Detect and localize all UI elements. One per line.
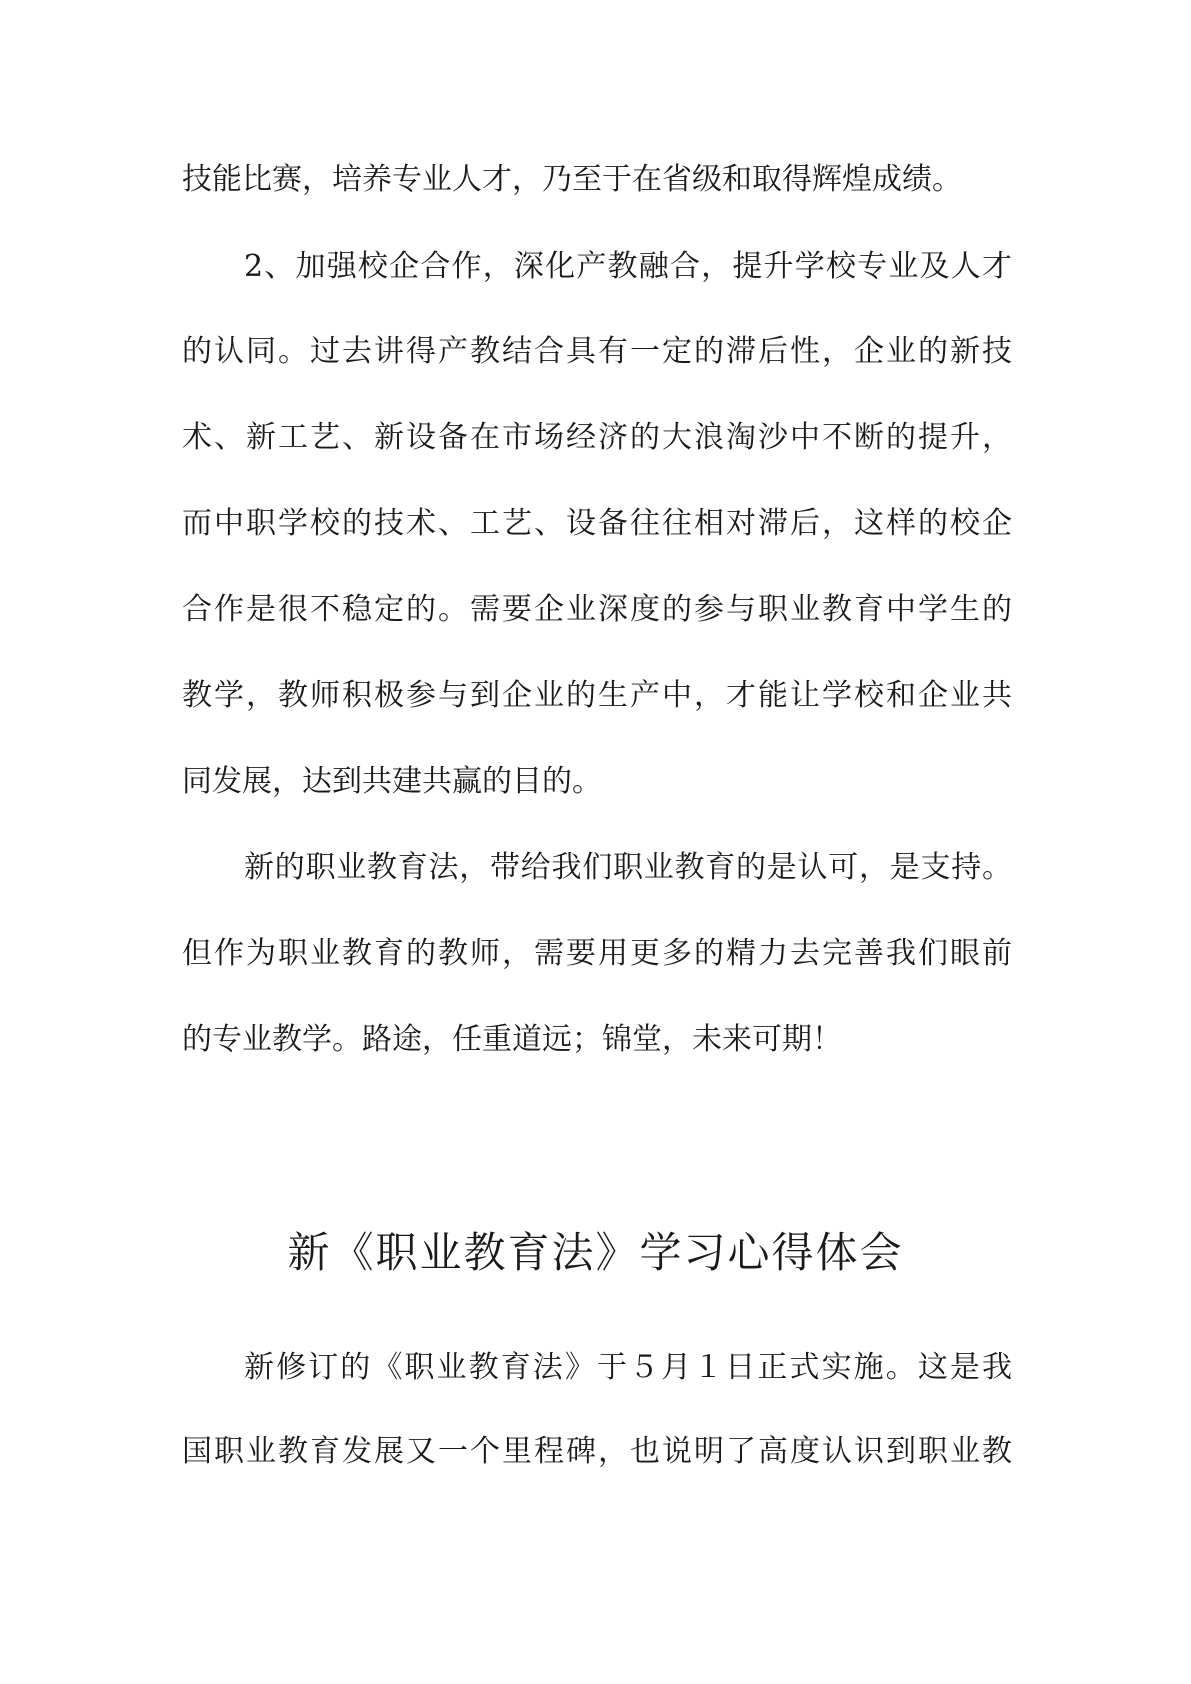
paragraph-line: 术、新工艺、新设备在市场经济的大浪淘沙中不断的提升， xyxy=(182,420,1012,455)
paragraph-line: 合作是很不稳定的。需要企业深度的参与职业教育中学生的 xyxy=(182,592,1012,627)
paragraph-line: 的专业教学。路途，任重道远；锦堂，未来可期！ xyxy=(182,1022,842,1057)
paragraph-line: 而中职学校的技术、工艺、设备往往相对滞后，这样的校企 xyxy=(182,506,1012,541)
paragraph-line: 2、加强校企合作，深化产教融合，提升学校专业及人才 xyxy=(244,249,1012,284)
paragraph-line: 同发展，达到共建共赢的目的。 xyxy=(182,764,602,799)
paragraph-line: 的认同。过去讲得产教结合具有一定的滞后性，企业的新技 xyxy=(182,334,1012,369)
paragraph-line: 国职业教育发展又一个里程碑，也说明了高度认识到职业教 xyxy=(182,1434,1012,1469)
paragraph-line: 新的职业教育法，带给我们职业教育的是认可，是支持。 xyxy=(244,850,1012,885)
paragraph-line: 但作为职业教育的教师，需要用更多的精力去完善我们眼前 xyxy=(182,936,1012,971)
paragraph-line: 教学，教师积极参与到企业的生产中，才能让学校和企业共 xyxy=(182,678,1012,713)
document-heading: 新《职业教育法》学习心得体会 xyxy=(287,1228,904,1277)
paragraph-line: 新修订的《职业教育法》于５月１日正式实施。这是我 xyxy=(244,1350,1012,1385)
paragraph-line: 技能比赛，培养专业人才，乃至于在省级和取得辉煌成绩。 xyxy=(182,162,962,197)
